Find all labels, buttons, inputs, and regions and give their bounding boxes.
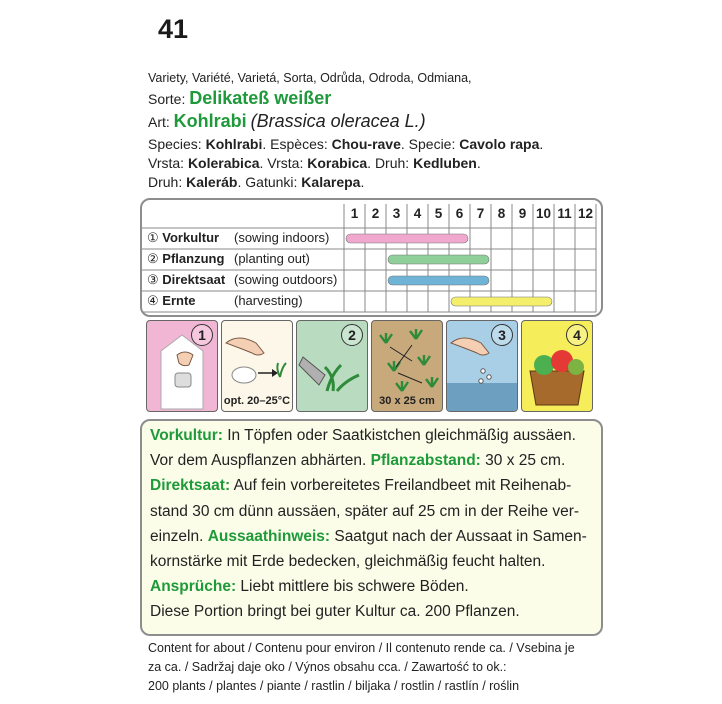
month-label: 11 <box>557 206 572 221</box>
instruction-text: Liebt mittlere bis schwere Böden. <box>236 578 469 596</box>
seed-dot <box>487 375 491 379</box>
vegetable-icon <box>534 355 554 375</box>
seed-dot <box>481 369 485 373</box>
calendar-row-label <box>147 230 219 246</box>
species-label: . <box>476 155 481 171</box>
instruction-line <box>150 553 545 571</box>
species-name: Kalarepa <box>301 174 361 190</box>
step-number-badge: 3 <box>491 324 513 346</box>
soil-band <box>447 383 517 411</box>
sorte-value: Delikateß weißer <box>189 88 332 108</box>
instructions-box <box>140 419 603 636</box>
plant-icon <box>410 329 422 339</box>
row-number: ④ <box>147 293 163 308</box>
calendar-bar <box>346 234 468 243</box>
trowel-icon <box>299 357 325 385</box>
instruction-text: einzeln. <box>150 527 208 545</box>
month-label: 5 <box>434 206 443 221</box>
row-name: Pflanzung <box>162 251 225 266</box>
art-line <box>148 111 426 132</box>
plant-icon <box>426 377 438 387</box>
step-number-badge: 2 <box>341 324 363 346</box>
step-number-badge: 1 <box>191 324 213 346</box>
step-tile <box>296 320 368 412</box>
step-tile <box>521 320 593 412</box>
calendar-row-label <box>147 272 225 288</box>
species-name: Chou-rave <box>331 136 401 152</box>
instruction-line <box>150 452 565 470</box>
footer-line: Content for about / Contenu pour environ / Il contenuto rende ca. / Vsebina je <box>148 641 575 655</box>
calendar-bar <box>451 297 552 306</box>
row-number: ② <box>147 251 163 266</box>
species-label: . <box>539 136 544 152</box>
calendar-bar <box>388 255 489 264</box>
species-label: . Specie: <box>400 136 460 152</box>
instruction-text: In Töpfen oder Saatkistchen gleichmäßig aussäen. <box>222 427 576 444</box>
month-label: 4 <box>413 206 422 221</box>
art-label: Art: <box>148 114 170 130</box>
calendar-row-label <box>147 293 196 309</box>
art-latin: (Brassica oleracea L.) <box>250 111 426 131</box>
instruction-text: Auf fein vorbereitetes Freilandbeet mit Reihenab- <box>230 477 572 495</box>
house-shape <box>161 335 203 409</box>
month-label: 2 <box>371 206 380 221</box>
hand-icon <box>226 338 264 355</box>
species-label: . Gatunki: <box>237 174 302 190</box>
month-label: 6 <box>455 206 464 221</box>
hand-icon <box>451 338 489 355</box>
species-line <box>148 174 364 190</box>
row-note: (sowing outdoors) <box>234 272 338 287</box>
month-label: 8 <box>497 206 506 221</box>
row-name: Ernte <box>162 293 196 308</box>
row-name: Vorkultur <box>162 230 220 245</box>
species-label: . Druh: <box>367 155 414 171</box>
month-label: 3 <box>392 206 401 221</box>
step-tile <box>221 320 293 412</box>
calendar-bar <box>388 276 489 285</box>
footer-line: za ca. / Sadržaj daje oko / Výnos obsahu cca. / Zawartość to ok.: <box>148 660 507 674</box>
month-label: 1 <box>350 206 359 221</box>
species-name: Kohlrabi <box>205 136 263 152</box>
month-label: 7 <box>476 206 485 221</box>
species-label: . <box>360 174 365 190</box>
basket-icon <box>530 371 584 405</box>
species-name: Kolerabica <box>187 155 260 171</box>
variety-line: Variety, Variété, Varietá, Sorta, Odrůda, Odroda, Odmiana, <box>148 71 472 85</box>
species-name: Kedluben <box>413 155 477 171</box>
plant-icon <box>396 381 408 391</box>
seed-tray-icon <box>232 367 256 383</box>
art-value: Kohlrabi <box>173 111 247 131</box>
instruction-line <box>150 427 576 445</box>
footer-line: 200 plants / plantes / piante / rastlin / biljaka / rostlin / rastlín / roślin <box>148 679 520 693</box>
vegetable-icon <box>568 359 584 375</box>
instruction-heading: Vorkultur: <box>150 427 223 444</box>
plant-icon <box>388 361 400 371</box>
page-number: 41 <box>158 14 189 44</box>
instruction-heading: Ansprüche: <box>150 578 237 596</box>
plant-icon <box>418 355 430 365</box>
sowing-calendar <box>140 198 603 317</box>
row-note: (planting out) <box>234 251 310 266</box>
step-number-badge: 4 <box>566 324 588 346</box>
instruction-heading: Pflanzabstand: <box>370 452 481 470</box>
species-name: Korabica <box>307 155 368 171</box>
instruction-text: stand 30 cm dünn aussäen, später auf 25 cm in der Reihe ver- <box>150 502 580 520</box>
row-number: ③ <box>147 272 163 287</box>
instruction-heading: Direktsaat: <box>150 477 231 495</box>
instruction-line <box>150 477 571 495</box>
step-caption: opt. 20–25°C <box>223 395 291 407</box>
instruction-line <box>150 503 579 521</box>
sprout-icon <box>277 363 286 377</box>
species-line <box>148 155 481 171</box>
instruction-line <box>150 603 520 621</box>
step-tile <box>446 320 518 412</box>
step-tile <box>371 320 443 412</box>
species-label: . Espèces: <box>262 136 332 152</box>
species-label: Species: <box>148 136 206 152</box>
month-label: 12 <box>577 206 594 221</box>
seed-dot <box>479 379 483 383</box>
instruction-text: Diese Portion bringt bei guter Kultur ca. 200 Pflanzen. <box>150 603 520 621</box>
step-tile <box>146 320 218 412</box>
month-label: 9 <box>518 206 527 221</box>
step-caption: 30 x 25 cm <box>379 395 435 407</box>
instruction-text: Vor dem Auspflanzen abhärten. <box>150 452 371 470</box>
plant-icon <box>380 333 392 343</box>
row-name: Direktsaat <box>162 272 226 287</box>
instruction-line <box>150 578 469 596</box>
row-note: (harvesting) <box>234 293 303 308</box>
instruction-heading: Aussaathinweis: <box>207 527 331 545</box>
species-name: Kaleráb <box>186 174 238 190</box>
species-label: . Vrsta: <box>259 155 308 171</box>
species-name: Cavolo rapa <box>459 136 540 152</box>
calendar-row-label <box>147 251 224 267</box>
pot-icon <box>175 373 191 387</box>
month-label: 10 <box>535 206 552 221</box>
instruction-line <box>150 528 587 546</box>
species-line <box>148 136 543 152</box>
instruction-text: Saatgut nach der Aussaat in Samen- <box>330 527 587 545</box>
row-number: ① <box>147 230 163 245</box>
instruction-text: 30 x 25 cm. <box>480 452 566 470</box>
sorte-line <box>148 88 331 109</box>
sorte-label: Sorte: <box>148 91 186 107</box>
row-note: (sowing indoors) <box>234 230 330 245</box>
species-label: Vrsta: <box>148 155 188 171</box>
species-label: Druh: <box>148 174 187 190</box>
instruction-text: kornstärke mit Erde bedecken, gleichmäßig feucht halten. <box>150 553 546 570</box>
seedling-icon <box>325 365 359 391</box>
